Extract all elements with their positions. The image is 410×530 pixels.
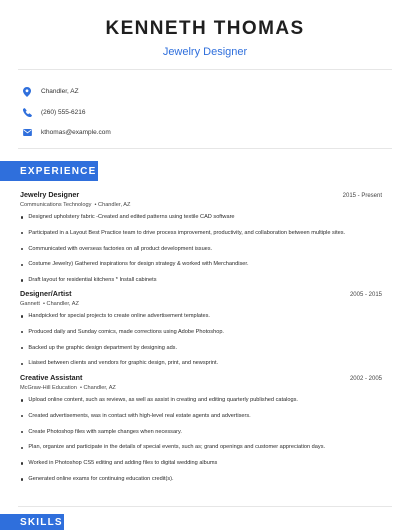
bullet-text: Generated online exams for continuing education credit(s). xyxy=(28,475,174,482)
bullet-dot xyxy=(21,363,23,365)
company-location: Chandler, AZ xyxy=(83,385,116,391)
contact-email-text[interactable]: kthomas@example.com xyxy=(41,129,111,137)
bullet-dot xyxy=(21,264,23,266)
job-bullet xyxy=(20,345,382,352)
bullet-text: Participated in a Layout Best Practice team to drive process improvement, productivity, and collaboration between multiple sites. xyxy=(28,229,346,236)
job-bullet xyxy=(20,230,382,237)
contact-list xyxy=(22,82,382,144)
contact-divider xyxy=(18,148,392,149)
contact-phone-text: (260) 555-6216 xyxy=(41,108,86,116)
bullet-dot xyxy=(21,248,23,250)
job-title: Creative Assistant xyxy=(20,373,83,382)
location-pin-icon xyxy=(22,87,32,97)
job-bullet xyxy=(20,246,382,253)
job-bullet xyxy=(20,313,382,320)
contact-location xyxy=(22,82,382,101)
job-company: Gannett • Chandler, AZ xyxy=(20,301,79,307)
bullet-text: Plan, organize and participate in the details of special events, such as; grand openings and customer appreciation days. xyxy=(28,444,326,451)
job-bullet xyxy=(20,429,382,436)
candidate-title: Jewelry Designer xyxy=(162,46,248,58)
bullet-dot xyxy=(21,315,23,317)
contact-phone xyxy=(22,103,382,122)
company-location: Chandler, AZ xyxy=(98,202,131,208)
header-divider xyxy=(18,69,392,70)
job-bullet xyxy=(20,261,382,268)
bullet-dot xyxy=(21,431,23,433)
bullet-dot xyxy=(21,331,23,333)
email-icon xyxy=(22,128,32,138)
job-entry xyxy=(20,289,382,376)
bullet-dot xyxy=(21,232,23,234)
bullet-text: Worked in Photoshop CS5 editing and adding files to digital wedding albums xyxy=(28,460,218,467)
bullet-dot xyxy=(21,279,23,281)
experience-divider xyxy=(18,506,392,507)
bullet-dot xyxy=(21,399,23,401)
job-bullet xyxy=(20,444,382,451)
job-bullet xyxy=(20,476,382,483)
company-name: McGraw-Hill Education xyxy=(20,385,77,391)
resume-header xyxy=(0,18,410,58)
bullet-text: Liaised between clients and vendors for graphic design, print, and newsprint. xyxy=(28,360,219,367)
bullet-dot xyxy=(21,462,23,464)
company-name: Communications Technology xyxy=(20,202,92,208)
bullet-text: Handpicked for special projects to create online advertisement templates. xyxy=(28,313,210,319)
candidate-name: KENNETH THOMAS xyxy=(105,18,305,39)
bullet-text: Draft layout for residential kitchens * Install cabinets xyxy=(28,277,157,284)
bullet-text: Backed up the graphic design department by designing ads. xyxy=(28,344,178,351)
job-dates: 2002 - 2005 xyxy=(349,376,382,382)
bullet-text: Created advertisements, was in contact with high-level real estate agents and advertisers. xyxy=(28,412,251,419)
job-title: Jewelry Designer xyxy=(20,190,80,199)
bullet-text: Communicated with overseas factories on all product development issues. xyxy=(28,245,213,252)
job-entry xyxy=(20,190,382,293)
company-location: Chandler, AZ xyxy=(46,301,79,307)
bullet-dot xyxy=(21,347,23,349)
job-company: Communications Technology • Chandler, AZ xyxy=(20,202,131,208)
job-dates: 2015 - Present xyxy=(342,193,382,199)
company-name: Gannett xyxy=(20,301,40,307)
bullet-text: Designed upholstery fabric -Created and edited patterns using textile CAD software xyxy=(28,214,235,220)
section-heading-skills: SKILLS xyxy=(0,514,64,530)
contact-email[interactable] xyxy=(22,123,382,142)
job-bullet xyxy=(20,460,382,467)
bullet-text: Costume Jewelry) Gathered inspirations for design strategy & worked with Merchandiser. xyxy=(28,261,249,268)
bullet-text: Produced daily and Sunday comics, made corrections using Adobe Photoshop. xyxy=(28,328,224,335)
contact-location-text: Chandler, AZ xyxy=(41,88,79,95)
job-bullet xyxy=(20,360,382,367)
bullet-dot xyxy=(21,415,23,417)
job-bullet xyxy=(20,214,382,221)
job-bullet xyxy=(20,397,382,404)
job-entry xyxy=(20,373,382,492)
section-heading-experience: EXPERIENCE xyxy=(0,161,98,181)
bullet-dot xyxy=(21,478,23,480)
bullet-dot xyxy=(21,447,23,449)
job-title: Designer/Artist xyxy=(20,289,72,298)
job-dates: 2005 - 2015 xyxy=(349,292,382,298)
job-bullet xyxy=(20,329,382,336)
bullet-text: Create Photoshop files with sample changes when necessary. xyxy=(28,428,182,435)
phone-icon xyxy=(22,107,32,117)
bullet-text: Upload online content, such as reviews, as well as assist in creating and editing quarterly published catalogs. xyxy=(28,397,298,403)
job-bullet xyxy=(20,277,382,284)
job-company: McGraw-Hill Education • Chandler, AZ xyxy=(20,385,116,391)
bullet-dot xyxy=(21,216,23,218)
job-bullet xyxy=(20,413,382,420)
